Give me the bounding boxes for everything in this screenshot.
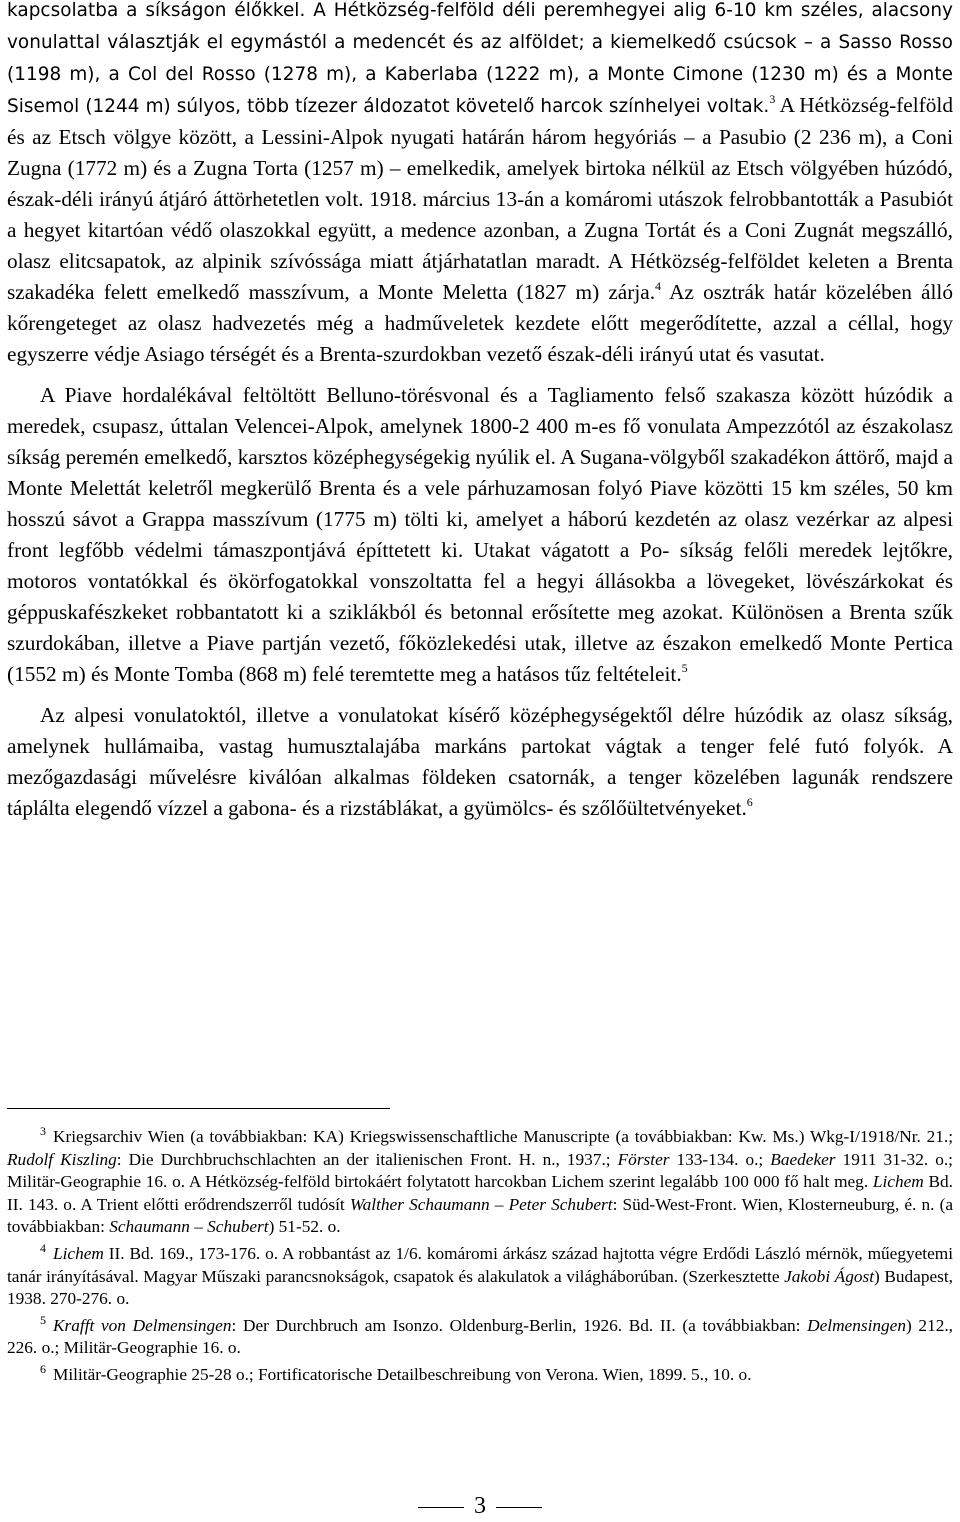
footnote-3-text: 133-134. o.; xyxy=(669,1149,771,1169)
footnote-ref-5: 5 xyxy=(681,661,688,675)
footnote-4-author: Jakobi Ágost xyxy=(784,1266,875,1286)
footnote-3-number: 3 xyxy=(40,1124,46,1138)
footnote-3-author: Rudolf Kiszling xyxy=(7,1149,117,1169)
footnote-ref-6: 6 xyxy=(746,795,753,809)
footnote-5-text: ) 212., 226. o.; Militär-Geographie 16. o. xyxy=(7,1315,953,1358)
footnote-5-author: Delmensingen xyxy=(807,1315,906,1335)
footnote-5-text: : Der Durchbruch am Isonzo. Oldenburg-Berlin, 1926. Bd. II. (a továbbiakban: xyxy=(231,1315,808,1335)
paragraph-1-part-c: Az osztrák határ közelében álló kőrengeteget az olasz hadvezetés még a hadműveletek kezdete előtt megerődítette, azzal a céllal, hogy egyszerre védje Asiago térségét és a Brenta-szurdokban vezető észak-déli irányú utat és vasutat. xyxy=(7,280,953,366)
footnote-3-author: Walther Schaumann – Peter Schubert xyxy=(349,1194,613,1214)
footnote-ref-3: 3 xyxy=(769,92,776,106)
footnote-4-number: 4 xyxy=(40,1240,46,1255)
footnote-3-text: : Die Durchbruchschlachten an der italienischen Front. H. n., 1937.; xyxy=(116,1149,618,1169)
page-number-value: 3 xyxy=(474,1493,486,1519)
footnote-6 xyxy=(7,1361,953,1387)
footnote-3 xyxy=(7,1126,953,1239)
footnote-3-text: Kriegsarchiv Wien (a továbbiakban: KA) Kriegswissenschaftliche Manuscripte (a továbbiakban: Kw. Ms.) Wkg-I/1918/Nr. 21.; xyxy=(53,1127,953,1146)
footnote-4-text: ) Budapest, 1938. 270-276. o. xyxy=(7,1266,953,1309)
paragraph-2 xyxy=(7,380,953,690)
footnote-4-author: Lichem xyxy=(53,1243,104,1263)
footnote-4 xyxy=(7,1240,953,1311)
footnote-3-author: Schaumann – Schubert xyxy=(109,1217,269,1237)
paragraph-1 xyxy=(7,0,953,370)
footnote-separator xyxy=(7,1108,390,1109)
footnote-3-author: Förster xyxy=(617,1149,670,1169)
footnotes xyxy=(7,1126,953,1387)
page-number xyxy=(0,1492,960,1520)
paragraph-2-text: A Piave hordalékával feltöltött Belluno-törésvonal és a Tagliamento felső szakasza között húzódik a meredek, csupasz, úttalan Velencei-Alpok, amelynek 1800-2 400 m-es fő vonulata Ampezzótól az északolasz síkság peremén emelkedő, karsztos középhegységekig nyúlik el. A Sugana-völgyből szakadékon áttörő, majd a Monte Melettát keletről megkerülő Brenta és a vele párhuzamosan folyó Piave közötti 15 km széles, 50 km hosszú sávot a Grappa masszívum (1775 m) tölti ki, amelyet a háború kezdetén az olasz vezérkar az alpesi front legfőbb védelmi támaszpontjává építtetett ki. Utakat vágatott a Po- síkság felőli meredek lejtőkre, motoros vontatókkal és ökörfogatokkal vonszoltatta fel a hegyi állásokba a lövegeket, lövészárkokat és géppuskafészkeket robbantatott ki a sziklákból és betonnal erősítette meg azokat. Különösen a Brenta szűk szurdokában, illetve a Piave partján vezető, főközlekedési utak, illetve az északon emelkedő Monte Pertica (1552 m) és Monte Tomba (868 m) felé teremtette meg a hatásos tűz feltételeit. xyxy=(7,383,953,686)
page-number-dash-right xyxy=(496,1507,542,1508)
footnote-5-number: 5 xyxy=(40,1312,46,1327)
footnote-3-author: Lichem xyxy=(872,1172,924,1192)
paragraph-3 xyxy=(7,700,953,824)
footnote-ref-4: 4 xyxy=(655,279,662,293)
footnote-3-text: Bd. II. 143. o. A Trient előtti erődrendszerről tudósít xyxy=(7,1172,953,1214)
paragraph-1-part-a: kapcsolatba a síkságon élőkkel. A Hétközség-felföld déli peremhegyei alig 6-10 km széles, alacsony vonulattal választják el egymástól a medencét és az alföldet; a kiemelkedő csúcsok – a Sasso Rosso (1198 m), a Col del Rosso (1278 m), a Kaberlaba (1222 m), a Monte Cimone (1230 m) és a Monte Sisemol (1244 m) súlyos, több tízezer áldozatot követelő harcok színhelyei voltak. xyxy=(7,0,953,117)
footnote-5-author: Krafft von Delmensingen xyxy=(53,1315,232,1335)
paragraph-1-part-b: A Hétközség-felföld és az Etsch völgye között, a Lessini-Alpok nyugati határán három hegyóriás – a Pasubio (2 236 m), a Coni Zugna (1772 m) és a Zugna Torta (1257 m) – emelkedik, amelyek birtoka nélkül az Etsch völgyében húzódó, észak-déli irányú átjáró áttörhetetlen volt. 1918. március 13-án a komáromi utászok felrobbantották a Pasubiót a hegyet kitartóan védő olaszokkal együtt, a medence azonban, a Zugna Tortát és a Coni Zugnát megszálló, olasz elitcsapatok, az alpinik szívóssága miatt átjárhatatlan maradt. A Hétközség-felföldet keleten a Brenta szakadéka felett emelkedő masszívum, a Monte Meletta (1827 m) zárja. xyxy=(7,93,953,304)
footnote-4-text: II. Bd. 169., 173-176. o. A robbantást az 1/6. komáromi árkász század hajtotta végre Erdődi László mérnök, műegyetemi tanár irányításával. Magyar Műszaki parancsnokságok, csapatok és alakulatok a világháborúban. (Szerkesztette xyxy=(7,1243,953,1286)
page-number-dash-left xyxy=(418,1507,464,1508)
footnote-6-number: 6 xyxy=(40,1361,46,1376)
footnote-3-text: : Süd-West-Front. Wien, Klosterneuburg, é. n. (a továbbiakban: xyxy=(7,1194,953,1237)
footnote-3-text: ) 51-52. o. xyxy=(268,1217,341,1237)
paragraph-3-text: Az alpesi vonulatoktól, illetve a vonulatokat kísérő középhegységektől délre húzódik az olasz síkság, amelynek hullámaiba, vastag humusztalajába markáns partokat vágtak a tenger felé futó folyók. A mezőgazdasági művelésre kiválóan alkalmas földeken csatornák, a tenger közelében lagunák rendszere táplálta elegendő vízzel a gabona- és a rizstáblákat, a gyümölcs- és szőlőültetvényeket. xyxy=(7,703,953,820)
document-page xyxy=(7,0,953,824)
footnote-3-text: 1911 31-32. o.; Militär-Geographie 16. o. A Hétközség-felföld birtokáért folytatott harcokban Lichem szerint legalább 100 000 fő halt meg. xyxy=(7,1149,953,1192)
footnote-5 xyxy=(7,1312,953,1360)
footnote-6-text: Militär-Geographie 25-28 o.; Fortificatorische Detailbeschreibung von Verona. Wien, 1899. 5., 10. o. xyxy=(53,1364,752,1384)
footnote-3-author: Baedeker xyxy=(770,1149,836,1169)
